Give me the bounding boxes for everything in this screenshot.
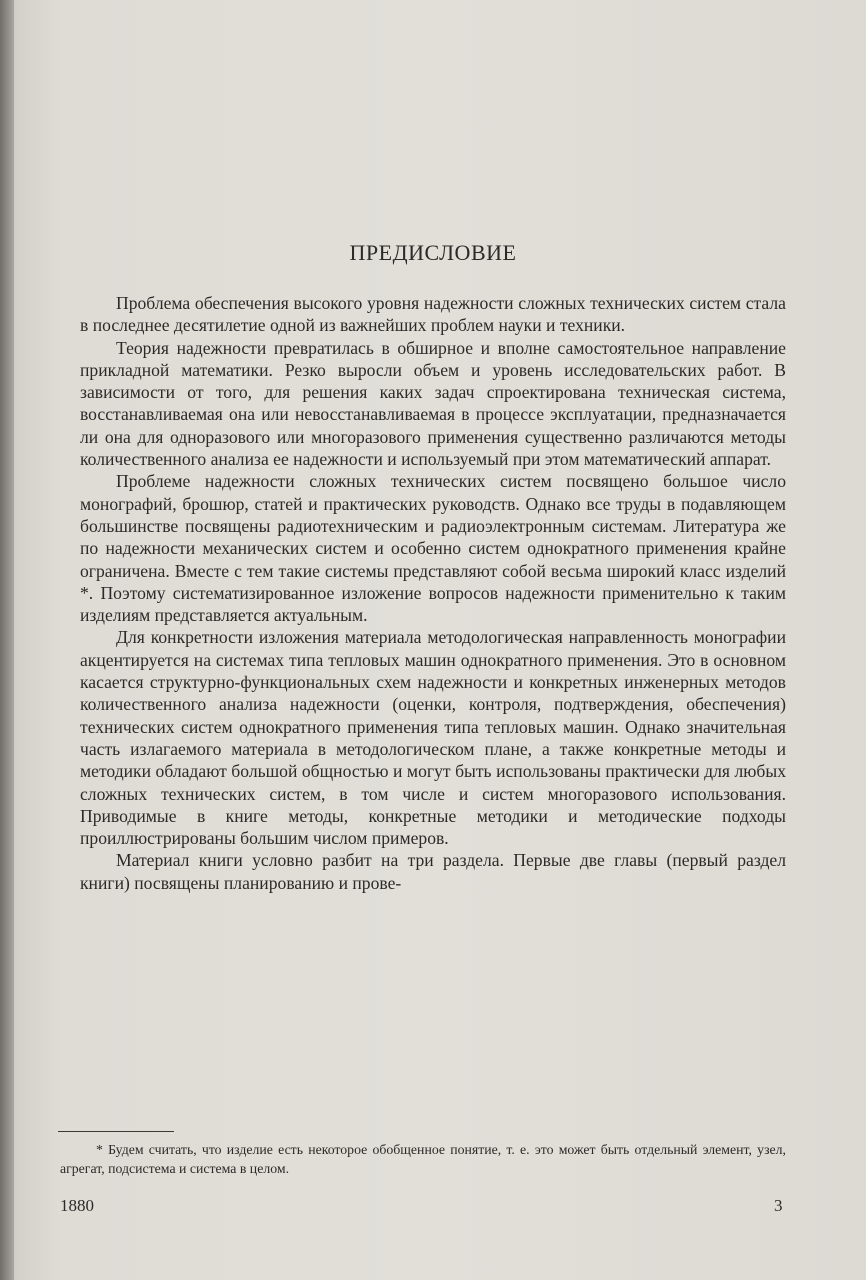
paragraph-4: Для конкретности изложения материала методологическая направленность монографии акцентируется на системах типа тепловых машин однократного применения. Это в основном касается структурно-функциональных схем надежности и конкретных инженерных методов количественного анализа надежности (оценки, контроля, подтверждения, обеспечения) технических систем однократного применения типа тепловых машин. Однако значительная часть излагаемого материала в методологическом плане, а также конкретные методы и методики обладают большой общностью и могут быть использованы практически для любых сложных технических систем, в том числе и систем многоразового использования. Приводимые в книге методы, конкретные методики и методические подходы проиллюстрированы большим числом примеров. — [80, 627, 786, 849]
body-text — [80, 292, 786, 894]
book-spine-edge — [0, 0, 14, 1280]
paragraph-3: Проблеме надежности сложных технических систем посвящено большое число монографий, брошюр, статей и практических руководств. Однако все труды в подавляющем большинстве посвящены радиотехническим и радиоэлектронным системам. Литература же по надежности механических систем и особенно систем однократного применения крайне ограничена. Вместе с тем такие системы представляют собой весьма широкий класс изделий *. Поэтому систематизированное изложение вопросов надежности применительно к таким изделиям представляется актуальным. — [80, 471, 786, 626]
footnote-divider — [58, 1131, 174, 1132]
paragraph-5: Материал книги условно разбит на три раздела. Первые две главы (первый раздел книги) посвящены планированию и прове- — [80, 850, 786, 893]
paragraph-2: Теория надежности превратилась в обширное и вполне самостоятельное направление прикладной математики. Резко выросли объем и уровень исследовательских работ. В зависимости от того, для решения каких задач спроектирована техническая система, восстанавливаемая она или невосстанавливаемая в процессе эксплуатации, предназначается ли она для одноразового или многоразового применения существенно различаются методы количественного анализа ее надежности и используемый при этом математический аппарат. — [80, 337, 786, 470]
page-title: ПРЕДИСЛОВИЕ — [349, 240, 517, 265]
page-number: 3 — [774, 1196, 783, 1215]
footnote: * Будем считать, что изделие есть некоторое обобщенное понятие, т. е. это может быть отдельный элемент, узел, агрегат, подсистема и система в целом. — [60, 1142, 786, 1176]
paragraph-1: Проблема обеспечения высокого уровня надежности сложных технических систем стала в последнее десятилетие одной из важнейших проблем науки и техники. — [80, 293, 786, 336]
print-code: 1880 — [60, 1196, 94, 1215]
